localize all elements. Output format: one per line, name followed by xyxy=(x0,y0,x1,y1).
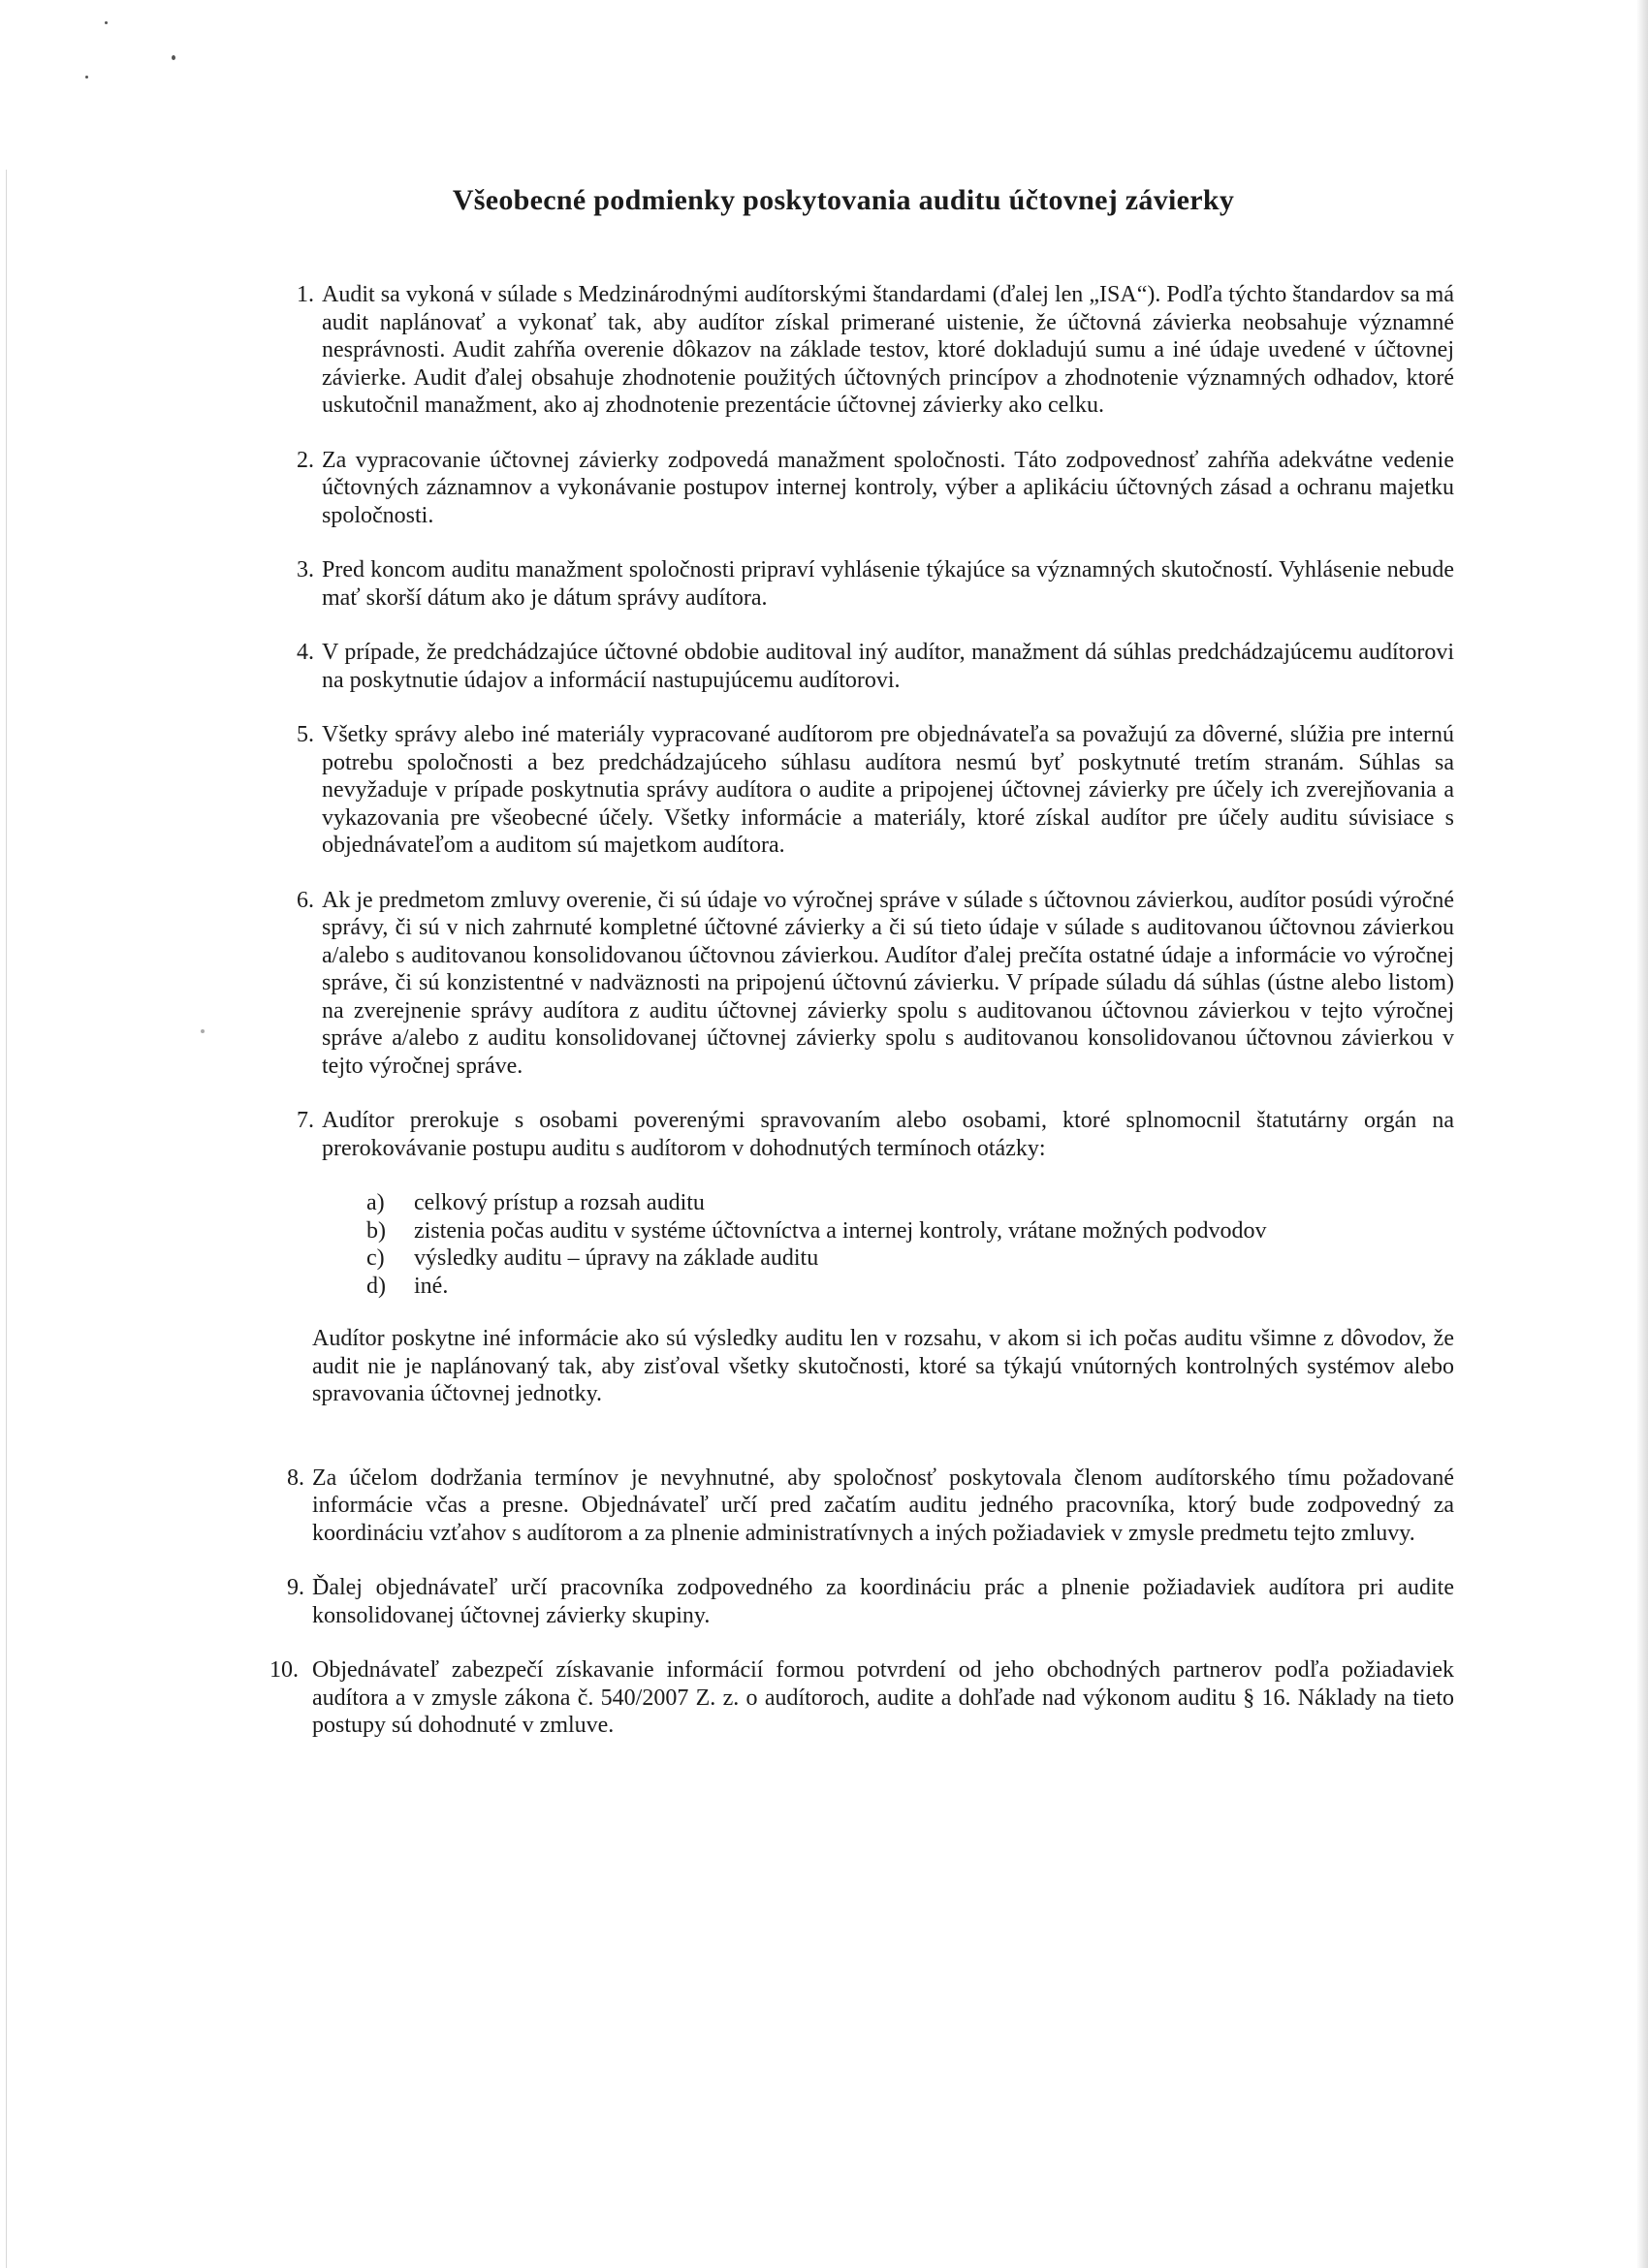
sub-list-item xyxy=(366,1217,1454,1245)
list-item xyxy=(297,281,1454,420)
item-number: 8. xyxy=(287,1465,304,1491)
item-note: Audítor poskytne iné informácie ako sú výsledky auditu len v rozsahu, v akom si ich počas auditu všimne z dôvodov, že audit nie je naplánovaný tak, aby zisťoval všetky skutočnosti, ktoré sa týkajú vnútorných kontrolných systémov alebo spravovania účtovnej jednotky. xyxy=(312,1326,1454,1406)
scan-speck xyxy=(105,21,108,24)
list-item xyxy=(269,1656,1454,1740)
item-text: Za účelom dodržania termínov je nevyhnutné, aby spoločnosť poskytovala členom audítorského tímu požadované informácie včas a presne. Objednávateľ určí pred začatím auditu jedného pracovníka, ktorý bude zodpovedný za koordináciu vzťahov s audítorom a za plnenie administratívnych a iných požiadaviek v zmysle predmetu tejto zmluvy. xyxy=(312,1465,1454,1546)
sub-item-letter: a) xyxy=(366,1190,385,1215)
sub-item-letter: d) xyxy=(366,1273,386,1299)
sub-list xyxy=(322,1189,1454,1300)
list-item xyxy=(297,721,1454,860)
item-number: 10. xyxy=(269,1657,299,1683)
document-title: Všeobecné podmienky poskytovania auditu účtovnej závierky xyxy=(452,184,1235,216)
item-number: 2. xyxy=(297,447,314,473)
sub-list-item xyxy=(366,1189,1454,1217)
item-number: 6. xyxy=(297,887,314,913)
item-number: 3. xyxy=(297,557,314,583)
item-number: 4. xyxy=(297,640,314,665)
item-text: Ak je predmetom zmluvy overenie, či sú údaje vo výročnej správe v súlade s účtovnou závierkou, audítor posúdi výročné správy, či sú v nich zahrnuté kompletné účtovné závierky a či sú tieto údaje v súlade s auditovanou účtovnou závierkou a/alebo s auditovanou konsolidovanou účtovnou závierkou. Audítor ďalej prečíta ostatné údaje a informácie vo výročnej správe, či sú konzistentné v nadväznosti na pripojenú účtovnú závierku. V prípade súladu dá súhlas (ústne alebo listom) na zverejnenie správy audítora z auditu účtovnej závierky spolu s auditovanou účtovnou závierkou v tejto výročnej správe a/alebo z auditu konsolidovanej účtovnej závierky spolu s auditovanou konsolidovanou účtovnou závierkou v tejto výročnej správe. xyxy=(322,887,1454,1079)
scan-speck xyxy=(172,55,175,60)
document-page xyxy=(0,184,1648,1767)
list-item xyxy=(287,1465,1454,1548)
item-text: Objednávateľ zabezpečí získavanie informácií formou potvrdení od jeho obchodných partnerov podľa požiadaviek audítora a v zmysle zákona č. 540/2007 Z. z. o audítoroch, audite a dohľade nad výkonom auditu § 16. Náklady na tieto postupy sú dohodnuté v zmluve. xyxy=(312,1657,1454,1738)
list-item xyxy=(297,639,1454,694)
item-text: Všetky správy alebo iné materiály vypracované audítorom pre objednávateľa sa považujú za dôverné, slúžia pre internú potrebu spoločnosti a bez predchádzajúceho súhlasu audítora nesmú byť poskytnuté tretím stranám. Súhlas sa nevyžaduje v prípade poskytnutia správy audítora o audite a pripojenej účtovnej závierky pre účely ich zverejňovania a vykazovania pre všeobecné účely. Všetky informácie a materiály, ktoré získal audítor pre účely auditu súvisiace s objednávateľom a auditom sú majetkom audítora. xyxy=(322,722,1454,858)
item-text: Audítor prerokuje s osobami poverenými spravovaním alebo osobami, ktoré splnomocnil štatutárny orgán na prerokovávanie postupu auditu s audítorom v dohodnutých termínoch otázky: xyxy=(322,1108,1454,1161)
terms-list xyxy=(0,281,1648,1740)
item-number: 9. xyxy=(287,1575,304,1600)
item-text: Pred koncom auditu manažment spoločnosti pripraví vyhlásenie týkajúce sa významných skutočností. Vyhlásenie nebude mať skorší dátum ako je dátum správy audítora. xyxy=(322,557,1454,611)
scan-speck xyxy=(85,76,88,79)
sub-item-text: zistenia počas auditu v systéme účtovníctva a internej kontroly, vrátane možných podvodov xyxy=(414,1217,1267,1244)
item-number: 1. xyxy=(297,282,314,307)
list-item xyxy=(297,1107,1454,1408)
list-item xyxy=(297,887,1454,1081)
sub-list-item xyxy=(366,1244,1454,1273)
item-number: 7. xyxy=(297,1108,314,1133)
list-item xyxy=(297,447,1454,530)
list-item xyxy=(287,1574,1454,1629)
item-text: V prípade, že predchádzajúce účtovné obdobie auditoval iný audítor, manažment dá súhlas predchádzajúcemu audítorovi na poskytnutie údajov a informácií nastupujúcemu audítorovi. xyxy=(322,640,1454,693)
list-item xyxy=(297,556,1454,612)
sub-item-text: celkový prístup a rozsah auditu xyxy=(414,1190,705,1215)
sub-item-text: iné. xyxy=(414,1273,449,1299)
item-text: Za vypracovanie účtovnej závierky zodpovedá manažment spoločnosti. Táto zodpovednosť zahŕňa adekvátne vedenie účtovných záznamnov a vykonávanie postupov internej kontroly, výber a aplikáciu účtovných zásad a ochranu majetku spoločnosti. xyxy=(322,447,1454,528)
sub-list-item xyxy=(366,1273,1454,1301)
sub-item-letter: b) xyxy=(366,1217,386,1244)
sub-item-text: výsledky auditu – úpravy na základe auditu xyxy=(414,1245,819,1271)
item-number: 5. xyxy=(297,722,314,747)
sub-item-letter: c) xyxy=(366,1245,385,1271)
item-text: Audit sa vykoná v súlade s Medzinárodnými audítorskými štandardami (ďalej len „ISA“). Podľa týchto štandardov sa má audit naplánovať a vykonať tak, aby audítor získal primerané uistenie, že účtovná závierka neobsahuje významné nesprávnosti. Audit zahŕňa overenie dôkazov na základe testov, ktoré dokladujú sumu a iné údaje uvedené v účtovnej závierke. Audit ďalej obsahuje zhodnotenie použitých účtovných princípov a zhodnotenie významných odhadov, ktoré uskutočnil manažment, ako aj zhodnotenie prezentácie účtovnej závierky ako celku. xyxy=(322,282,1454,418)
item-text: Ďalej objednávateľ určí pracovníka zodpovedného za koordináciu prác a plnenie požiadaviek audítora pri audite konsolidovanej účtovnej závierky skupiny. xyxy=(312,1575,1454,1628)
